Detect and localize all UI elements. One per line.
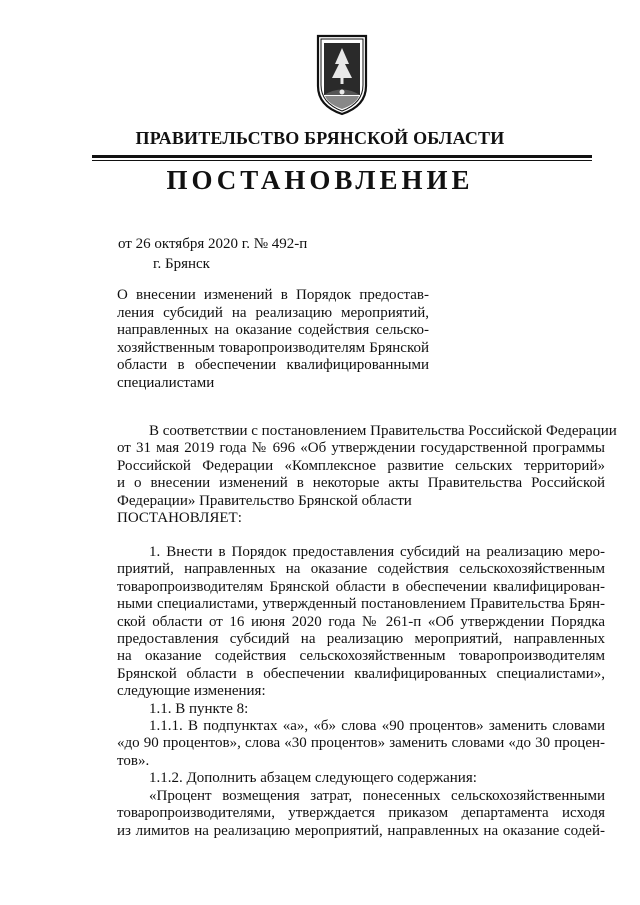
point-1-1-1-line: «до 90 процентов», слова «30 процентов» заменить словами «до 30 процен- bbox=[117, 735, 605, 752]
point-1-1: 1.1. В пункте 8: bbox=[149, 700, 249, 717]
point-1-line: следующие изменения: bbox=[117, 683, 266, 700]
org-title: ПРАВИТЕЛЬСТВО БРЯНСКОЙ ОБЛАСТИ bbox=[135, 128, 505, 148]
point-1 bbox=[117, 544, 605, 840]
subject-line: специалистами bbox=[117, 374, 215, 391]
preamble-line: Федерации» Правительство Брянской области bbox=[117, 492, 412, 509]
point-1-line: ской области от 16 июня 2020 года № 261-п «Об утверждении Порядка bbox=[117, 613, 605, 630]
preamble-line: В соответствии с постановлением Правительства Российской Федерации bbox=[149, 423, 617, 439]
subject-line: области в обеспечении квалифицированными bbox=[117, 357, 429, 373]
point-1-line: приятий, направленных на оказание содействия сельскохозяйственным bbox=[117, 561, 605, 578]
preamble bbox=[117, 423, 617, 527]
header-rule-thin bbox=[92, 160, 592, 161]
point-1-line: товаропроизводителям Брянской области в обеспечении квалифицирован- bbox=[117, 578, 605, 595]
point-1-line: на оказание содействия сельскохозяйственным товаропроизводителям bbox=[117, 648, 605, 665]
quote-line: товаропроизводителями, утверждается приказом департамента исходя bbox=[117, 805, 605, 822]
point-1-1-2: 1.1.2. Дополнить абзацем следующего содержания: bbox=[149, 770, 477, 787]
point-1-line: предоставления субсидий на реализацию мероприятий, направленных bbox=[117, 631, 605, 648]
point-1-line: ными специалистами, утвержденный постановлением Правительства Брян- bbox=[117, 596, 605, 613]
document-subject bbox=[117, 287, 429, 392]
quote-line: из лимитов на реализацию мероприятий, направленных на оказание содей- bbox=[117, 822, 605, 839]
point-1-1-1-line: 1.1.1. В подпунктах «а», «б» слова «90 процентов» заменить словами bbox=[149, 718, 605, 735]
header-rule-thick bbox=[92, 155, 592, 158]
subject-line: ления субсидий на реализацию мероприятий, bbox=[117, 304, 429, 321]
quote-line: «Процент возмещения затрат, понесенных сельскохозяйственными bbox=[149, 787, 605, 804]
resolves-word: ПОСТАНОВЛЯЕТ: bbox=[117, 510, 242, 527]
document-city: г. Брянск bbox=[153, 256, 210, 272]
point-1-line: Брянской области в обеспечении квалифицированных специалистами», bbox=[117, 665, 605, 682]
preamble-line: Российской Федерации «Комплексное развитие сельских территорий» bbox=[117, 457, 605, 474]
point-1-1-1-line: тов». bbox=[117, 752, 150, 769]
bryansk-coat-of-arms-icon bbox=[316, 34, 368, 116]
preamble-line: от 31 мая 2019 года № 696 «Об утверждении государственной программы bbox=[117, 440, 605, 457]
point-1-line: 1. Внести в Порядок предоставления субсидий на реализацию меро- bbox=[149, 544, 605, 560]
document-type-title: ПОСТАНОВЛЕНИЕ bbox=[166, 165, 474, 195]
subject-line: хозяйственным товаропроизводителям Брянской bbox=[117, 339, 429, 356]
document-date-number: от 26 октября 2020 г. № 492-п bbox=[118, 236, 308, 252]
preamble-line: и о внесении изменений в некоторые акты Правительства Российской bbox=[117, 475, 605, 492]
subject-line: О внесении изменений в Порядок предостав- bbox=[117, 287, 429, 303]
subject-line: направленных на оказание содействия сельско- bbox=[117, 322, 429, 338]
